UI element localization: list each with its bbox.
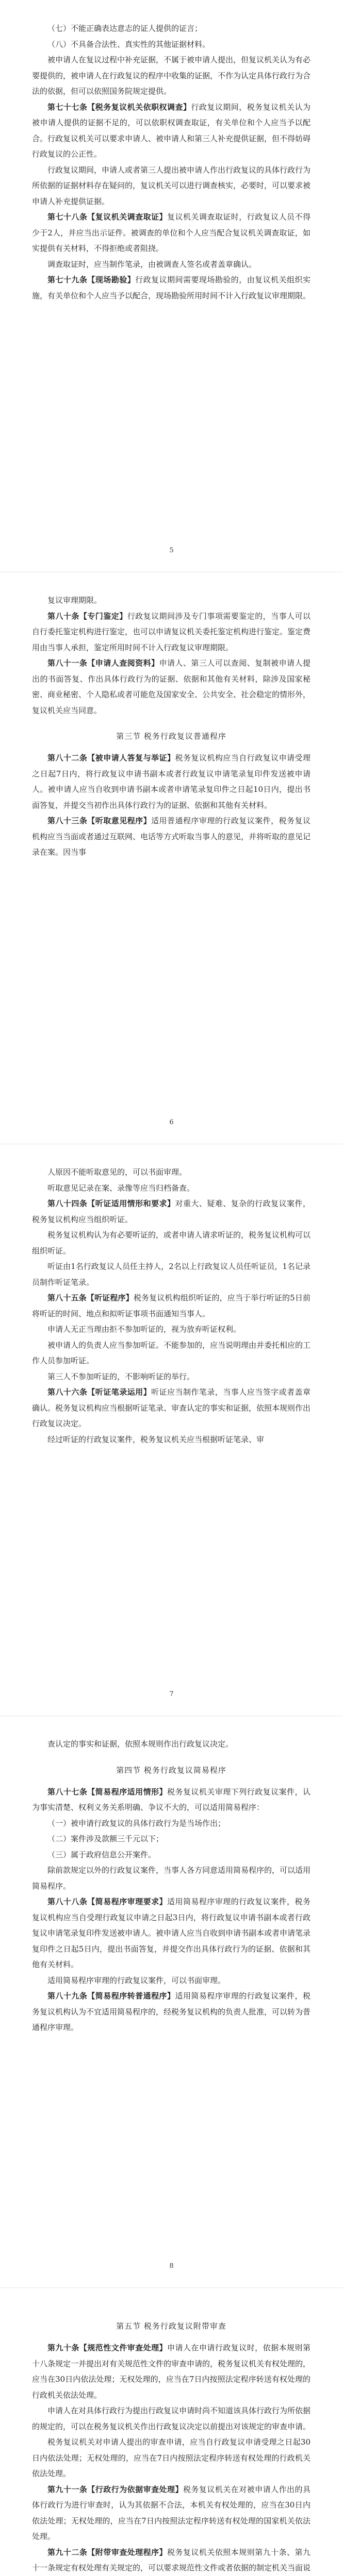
paragraph (32, 1164, 311, 1180)
page-number: 8 (169, 2262, 174, 2270)
article-heading: 第七十七条【税务复议机关依职权调查】 (47, 102, 191, 112)
paragraph-text: 复议审理期限。 (47, 596, 102, 605)
paragraph-text: 经过听证的行政复议案件，税务复议机关应当根据听证笔录、审 (47, 1434, 265, 1444)
paragraph-text: 听证应当制作笔录，当事人应当签字或者盖章确认。税务复议机构应当根据听证笔录、审查认定的事实和证据，依照本规则作出行政复议决定。 (32, 1387, 311, 1428)
paragraph (32, 1784, 311, 1816)
paragraph-text: 行政复议期间涉及专门事项需要鉴定的，当事人可以自行委托鉴定机构进行鉴定，也可以申请复议机关委托鉴定机构进行鉴定。鉴定费用由当事人承担，鉴定所用时间不计入行政复议审理期限。 (32, 611, 311, 652)
paragraph-text: 对重大、疑难、复杂的行政复议案件，税务复议机构应当组织听证。 (32, 1199, 311, 1224)
article-heading: 第九十条【规范性文件审查处理】 (47, 2343, 168, 2352)
paragraph-text: 被申请人在复议过程中补充证据，不属于被申请人提出，但复议机关认为有必要提供的，被申请人在行政复议的程序中收集的证据，不作为认定具体行政行为合法的依据，但可以依照国务院规定提供。 (32, 55, 311, 96)
paragraph (32, 1816, 311, 1832)
page-number: 6 (169, 1118, 174, 1126)
article-heading: 第八十九条【简易程序转普通程序】 (47, 1991, 175, 2001)
article-heading: 第八十一条【申请人查阅资料】 (47, 658, 159, 668)
paragraph-text: 申请人无正当理由拒不参加听证的，视为放弃听证权利。 (47, 1325, 241, 1334)
paragraph (32, 1847, 311, 1863)
paragraph-text: 适用普通程序审理的行政复议案件，税务复议机构应当当面或者通过互联网、电话等方式听取当事人的意见，并将听取的意见记录在案。因当事 (32, 816, 311, 857)
paragraph-text: 税务复议机构组织听证的，应当于举行听证的5日前将听证的时间、地点和拟听证事项书面通知当事人。 (32, 1293, 311, 1318)
paragraph (32, 1432, 311, 1448)
page-content (32, 2308, 311, 2576)
paragraph (32, 21, 311, 37)
page-content (32, 1736, 311, 2036)
paragraph-text: 申请人、第三人可以查阅、复制被申请人提出的书面答复、作出具体行政行为的证据、依据和其他有关材料，除涉及国家秘密、商业秘密、个人隐私或者可能危及国家安全、公共安全、社会稳定的情形外，复议机关应当同意。 (32, 658, 311, 715)
paragraph (32, 1196, 311, 1227)
paragraph (32, 209, 311, 257)
paragraph-text: 行政复议期间需要现场勘验的，由复议机关组织实施，有关单位和个人应当予以配合，现场勘验所用时间不计入行政复议审理期限。 (32, 275, 311, 300)
paragraph (32, 52, 311, 99)
paragraph (32, 162, 311, 210)
document-page (0, 1144, 343, 1716)
section-heading: 第五节 税务行政复议附带审查 (116, 2321, 226, 2331)
paragraph (32, 272, 311, 303)
paragraph-text: 适用简易程序审理的行政复议案件，可以书面审理。 (47, 1975, 226, 1985)
paragraph (32, 2340, 311, 2403)
paragraph-text: 税务复议机构应当自行政复议申请受理之日起7日内，将行政复议申请书副本或者行政复议申请笔录复印件发送被申请人。被申请人应当自收到申请书副本或者申请笔录复印件之日起10日内，提出书面答复，并提交当初作出具体行政行为的证据、依据和其他有关材料。 (32, 753, 311, 810)
paragraph-text: 行政复议期间，税务复议机关认为被申请人提供的证据不足的，可以依职权调查取证，有关单位和个人应当予以配合。行政复议机关可以要求申请人、被申请人和第三人补充提供证据，但不得妨碍行政复议的公正性。 (32, 102, 311, 159)
article-heading: 第八十八条【简易程序审理要求】 (47, 1897, 168, 1906)
article-heading: 第八十三条【听取意见程序】 (47, 816, 152, 825)
paragraph (32, 1227, 311, 1259)
paragraph-text: 税务复议机构认为有必要听证的，或者申请人请求听证的，税务复议机构可以组织听证。 (32, 1230, 311, 1256)
paragraph-text: （七）不能正确表达意志的证人提供的证言； (47, 24, 203, 33)
paragraph (32, 592, 311, 608)
paragraph (32, 1321, 311, 1337)
page-content (32, 1164, 311, 1447)
paragraph-text: 适用简易程序审理的行政复议案件，税务复议机构应当自受理行政复议申请之日起3日内，将行政复议申请书副本或者行政复议申请笔录复印件发送被申请人。被申请人应当自收到申请书副本或者申请笔录复印件之日起5日内，提出书面答复，并提交作出具体行政行为的证据、依据和其他有关材料。 (32, 1897, 311, 1969)
article-heading: 第八十六条【听证笔录运用】 (47, 1387, 152, 1397)
document-page (0, 1716, 343, 2287)
paragraph-text: （一）被申请行政复议的具体行政行为是当场作出； (47, 1818, 226, 1828)
paragraph-text: 申请人在申请行政复议时，依据本规则第十八条规定一并提出对有关规范性文件的审查申请的，税务复议机关有权处理的，应当在30日内依法处理；无权处理的，应当在7日内按照法定程序转送有权处理的行政机关依法处理。 (32, 2343, 311, 2400)
paragraph (32, 2545, 311, 2576)
paragraph-text: 除前款规定以外的行政复议案件，当事人各方同意适用简易程序的，可以适用简易程序。 (32, 1866, 311, 1891)
paragraph-text: 复议机关调查取证时，行政复议人员不得少于2人，并应当出示证件。被调查的单位和个人应当配合复议机关调查取证，如实提供有关材料，不得拒绝或者阻挠。 (32, 212, 311, 253)
paragraph-text: 适用简易程序审理的行政复议案件，税务复议机构认为不宜适用简易程序的，经税务复议机构的负责人批准，可以转为普通程序审理。 (32, 1991, 311, 2032)
page-number: 7 (169, 1690, 174, 1698)
paragraph (32, 1862, 311, 1894)
paragraph (32, 1831, 311, 1847)
paragraph-text: （三）属于政府信息公开案件。 (47, 1850, 156, 1859)
paragraph (32, 813, 311, 860)
paragraph (32, 99, 311, 162)
paragraph (32, 655, 311, 718)
article-heading: 第八十四条【听证适用情形和要求】 (47, 1199, 175, 1208)
article-heading: 第七十八条【复议机关调查取证】 (47, 212, 168, 222)
paragraph (32, 2482, 311, 2545)
page-content (32, 21, 311, 303)
section-heading: 第四节 税务行政复议简易程序 (116, 1765, 226, 1775)
paragraph (32, 1894, 311, 1973)
paragraph-text: 人原因不能听取意见的，可以书面审理。 (47, 1167, 187, 1177)
paragraph-text: （八）不具备合法性、真实性的其他证据材料。 (47, 39, 210, 49)
article-heading: 第八十五条【听证程序】 (47, 1293, 134, 1302)
paragraph (32, 750, 311, 813)
paragraph (32, 37, 311, 53)
paragraph-text: 被申请人的负责人应当参加听证。不能参加的，应当说明理由并委托相应的工作人员参加听证。 (32, 1340, 311, 1365)
paragraph-text: 听取意见记录在案、录像等应当归档备查。 (47, 1183, 195, 1193)
paragraph (32, 1369, 311, 1385)
page-content (32, 592, 311, 860)
paragraph (32, 1973, 311, 1989)
paragraph (32, 2434, 311, 2482)
paragraph-text: 行政复议期间，申请人或者第三人提出被申请人作出行政复议的具体行政行为所依据的证据材料存在疑问的，复议机关可以进行调查核实，必要时，可以要求被申请人补充提供证据。 (32, 165, 311, 206)
paragraph (32, 1259, 311, 1290)
document-page (0, 572, 343, 1144)
paragraph-text: 调查取证时，应当制作笔录，由被调查人签名或者盖章确认。 (47, 259, 257, 269)
paragraph-text: 查认定的事实和证据，依照本规则作出行政复议决定。 (47, 1739, 234, 1749)
paragraph-text: 第三人不参加听证的，不影响听证的举行。 (47, 1371, 195, 1381)
paragraph-text: 税务复议机关在对被申请人作出的具体行政行为进行审查时，认为其依据不合法，本机关有权处理的，应当在30日内依法处理；无权处理的，应当在7日内按照法定程序转送有权处理的国家机关依法处理。 (32, 2484, 311, 2541)
paragraph (32, 2403, 311, 2434)
article-heading: 第八十二条【被申请人答复与举证】 (47, 753, 175, 762)
section-heading: 第三节 税务行政复议普通程序 (116, 732, 226, 741)
article-heading: 第九十二条【附带审查处理程序】 (47, 2547, 168, 2557)
paragraph (32, 608, 311, 656)
paragraph-text: 税务复议机关依照本规则第九十条、第九十一条规定有权处理有关规定的，可以要求规范性文件或者依据的制定机关当面说 (32, 2547, 311, 2572)
article-heading: 第八十条【专门鉴定】 (47, 611, 127, 621)
page-divider (0, 2287, 343, 2288)
paragraph-text: 申请人在对具体行政行为提出行政复议申请时尚不知道该具体行政行为所依据的规定的，可以在税务复议机关作出行政复议决定以前提出对该规定的审查申请。 (32, 2406, 311, 2431)
article-heading: 第七十九条【现场勘验】 (47, 275, 136, 284)
paragraph-text: 听证由1名行政复议人员任主持人，2名以上行政复议人员任听证员，1名记录员制作听证笔录。 (32, 1262, 311, 1287)
document-page (0, 0, 343, 572)
paragraph (32, 1736, 311, 1752)
paragraph-text: 税务复议机关审理下列行政复议案件，认为事实清楚、权利义务关系明确、争议不大的，可以适用简易程序： (32, 1787, 311, 1812)
article-heading: 第八十七条【简易程序适用情形】 (47, 1787, 168, 1797)
paragraph (32, 1180, 311, 1196)
page-number: 5 (169, 547, 174, 554)
paragraph-text: 税务复议机关对申请人提出的审查申请，应当自行政复议申请受理之日起30日内依法处理；无权处理的，应当在7日内按照法定程序转送有权处理的行政机关依法处理。 (32, 2437, 311, 2478)
document-page (0, 2287, 343, 2576)
paragraph (32, 1988, 311, 2036)
paragraph-text: （二）案件涉及款额三千元以下； (47, 1834, 164, 1843)
paragraph (32, 1337, 311, 1369)
paragraph (32, 1384, 311, 1432)
paragraph (32, 257, 311, 273)
article-heading: 第九十一条【行政行为依据审查处理】 (47, 2484, 183, 2494)
paragraph (32, 1290, 311, 1321)
